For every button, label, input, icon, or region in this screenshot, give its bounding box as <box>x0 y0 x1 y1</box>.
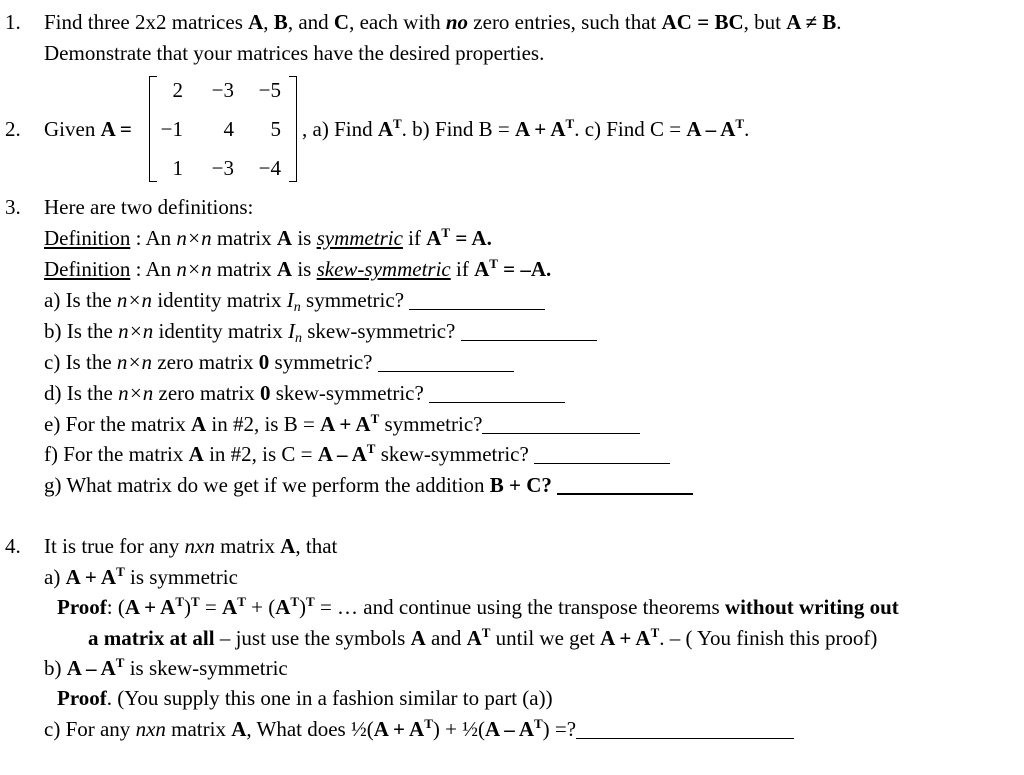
text: T <box>191 594 200 609</box>
matrix-cell: 5 <box>270 117 281 141</box>
question-3c <box>44 350 514 374</box>
text: T <box>424 716 433 731</box>
matrix-cell: 1 <box>172 156 183 180</box>
answer-blank[interactable] <box>409 291 545 310</box>
text: A <box>276 226 293 250</box>
text: T <box>370 411 380 426</box>
text: I <box>286 288 294 312</box>
question-3g <box>44 473 693 497</box>
text: T <box>565 116 575 131</box>
text: Definition <box>44 257 131 281</box>
question-3d <box>44 381 565 405</box>
text: without writing out <box>724 595 899 619</box>
text: A <box>248 10 264 34</box>
text: = A. <box>450 226 492 250</box>
text: a matrix at all <box>88 626 215 650</box>
question-3a <box>44 288 545 316</box>
text: T <box>290 594 300 609</box>
text: in #2, is B = <box>206 412 321 436</box>
text: , <box>263 10 274 34</box>
text: I <box>287 319 295 343</box>
right-bracket <box>289 76 297 182</box>
text: a) Is the <box>44 288 117 312</box>
text: e) For the matrix <box>44 412 191 436</box>
text: b) <box>44 656 67 680</box>
definition-symmetric <box>44 226 492 253</box>
text: is <box>292 226 317 250</box>
text: . – ( You finish this proof) <box>659 626 878 650</box>
text: skew-symmetric? <box>375 442 529 466</box>
text: A <box>276 257 293 281</box>
matrix-cell: −3 <box>211 156 234 180</box>
text: AC = BC <box>661 10 744 34</box>
text: : An <box>130 257 177 281</box>
text: T <box>489 256 498 271</box>
text: . c) Find C = <box>574 117 687 141</box>
text: A + A <box>600 626 651 650</box>
p4-part-b <box>44 656 288 683</box>
answer-blank[interactable] <box>482 415 640 434</box>
text: zero matrix <box>153 381 260 405</box>
matrix-cell: 2 <box>172 78 183 102</box>
text: f) For the matrix <box>44 442 189 466</box>
text: until we get <box>490 626 601 650</box>
text: matrix <box>211 257 277 281</box>
text: n×n <box>116 350 153 374</box>
text: T <box>393 116 402 131</box>
text: zero entries, such that <box>468 10 662 34</box>
text: A + A <box>124 595 176 619</box>
text: B + C? <box>489 473 552 497</box>
text: A <box>426 226 442 250</box>
text: A <box>474 257 490 281</box>
text: , a) Find <box>302 117 378 141</box>
p4-proof-line1 <box>57 595 899 622</box>
text: ) =? <box>542 717 577 741</box>
p4-number: 4. <box>5 534 21 558</box>
text: A <box>377 117 393 141</box>
text: matrix <box>165 717 232 741</box>
text: . <box>836 10 842 34</box>
text: A <box>410 626 426 650</box>
text: g) What matrix do we get if we perform the addition <box>44 473 490 497</box>
p2-number: 2. <box>5 117 21 141</box>
text: C <box>333 10 350 34</box>
text: . (You supply this one in a fashion similar to part (a)) <box>106 686 553 710</box>
text: T <box>441 225 451 240</box>
text: c) Is the <box>44 350 117 374</box>
text: – just use the symbols <box>214 626 411 650</box>
question-3b <box>44 319 597 347</box>
text: n <box>293 300 301 315</box>
text: 0 <box>258 350 270 374</box>
answer-blank[interactable] <box>429 384 565 403</box>
p1-number: 1. <box>5 10 21 34</box>
text: , each with <box>349 10 446 34</box>
text: . b) Find B = <box>401 117 516 141</box>
text: symmetric? <box>300 288 405 312</box>
text: B <box>273 10 288 34</box>
text: = <box>199 595 223 619</box>
text: identity matrix <box>153 319 288 343</box>
text: n×n <box>176 226 212 250</box>
matrix-cell: 4 <box>223 117 234 141</box>
text: ) <box>299 595 307 619</box>
text: skew-symmetric <box>316 257 451 281</box>
text: A + A <box>320 412 371 436</box>
text: T <box>534 716 543 731</box>
text: A ≠ B <box>786 10 837 34</box>
text: n×n <box>118 381 154 405</box>
text: + ( <box>245 595 276 619</box>
question-3f <box>44 442 670 469</box>
text: T <box>115 655 125 670</box>
text: matrix <box>214 534 281 558</box>
matrix-cell: −1 <box>160 117 183 141</box>
p3-number: 3. <box>5 195 21 219</box>
text: is <box>292 257 317 281</box>
p4-part-a <box>44 565 238 592</box>
text: T <box>116 564 125 579</box>
matrix-cell: −4 <box>258 156 281 180</box>
text: , What does ½( <box>246 717 374 741</box>
text: Here are two definitions: <box>44 195 254 219</box>
text: Definition <box>44 226 131 250</box>
text: . <box>744 117 750 141</box>
text: is symmetric <box>124 565 238 589</box>
text: T <box>175 594 184 609</box>
text: , but <box>743 10 787 34</box>
text: T <box>650 625 660 640</box>
text: 0 <box>259 381 271 405</box>
text: T <box>306 594 315 609</box>
text: if <box>450 257 475 281</box>
text: A – A <box>66 656 116 680</box>
text: matrix <box>211 226 277 250</box>
text: : An <box>130 226 177 250</box>
p4-proof-b <box>57 686 553 710</box>
text: n×n <box>176 257 212 281</box>
text: A + A <box>65 565 117 589</box>
text: , and <box>287 10 334 34</box>
text: A <box>466 626 482 650</box>
text: skew-symmetric? <box>270 381 424 405</box>
definition-skew <box>44 257 551 284</box>
answer-blank[interactable] <box>576 720 794 739</box>
text: T <box>366 441 376 456</box>
text: A <box>222 595 238 619</box>
p1-line2: Demonstrate that your matrices have the desired properties. <box>44 41 545 65</box>
text: A – A <box>317 442 367 466</box>
text: : ( <box>106 595 125 619</box>
text: A <box>190 412 207 436</box>
text: in #2, is C = <box>203 442 318 466</box>
text: skew-symmetric? <box>301 319 456 343</box>
question-3e <box>44 412 640 439</box>
text: symmetric? <box>379 412 483 436</box>
text: ) + ½( <box>432 717 485 741</box>
text: A = <box>100 117 132 141</box>
text: T <box>481 625 491 640</box>
text: A <box>188 442 204 466</box>
text: A <box>275 595 291 619</box>
text: n×n <box>116 288 153 312</box>
text: if <box>402 226 427 250</box>
text: ) <box>184 595 191 619</box>
text: no <box>445 10 469 34</box>
text: A – A <box>484 717 534 741</box>
text: Proof <box>57 595 107 619</box>
text: T <box>237 594 246 609</box>
text: n×n <box>118 319 154 343</box>
matrix-cell: −3 <box>211 78 234 102</box>
answer-blank[interactable] <box>557 475 693 495</box>
text: n <box>294 331 302 346</box>
p4-proof-line2 <box>88 626 877 653</box>
text: c) For any <box>44 717 136 741</box>
text: nxn <box>184 534 215 558</box>
matrix-A <box>149 74 297 184</box>
text: identity matrix <box>152 288 287 312</box>
text: symmetric <box>316 226 403 250</box>
text: b) Is the <box>44 319 119 343</box>
matrix-cell: −5 <box>258 78 281 102</box>
answer-blank[interactable] <box>378 353 514 372</box>
text: nxn <box>135 717 166 741</box>
text: Given <box>44 117 101 141</box>
text: A <box>231 717 247 741</box>
text: A <box>280 534 296 558</box>
text: symmetric? <box>269 350 373 374</box>
answer-blank[interactable] <box>461 322 597 341</box>
text: A + A <box>515 117 566 141</box>
text: T <box>735 116 745 131</box>
text: Proof <box>57 686 107 710</box>
text: is skew-symmetric <box>124 656 288 680</box>
text: d) Is the <box>44 381 119 405</box>
text: A + A <box>373 717 425 741</box>
text: zero matrix <box>152 350 259 374</box>
text: = … and continue using the transpose theorems <box>314 595 725 619</box>
text: A – A <box>686 117 736 141</box>
text: , that <box>295 534 338 558</box>
answer-blank[interactable] <box>534 445 670 464</box>
text: It is true for any <box>44 534 185 558</box>
text: and <box>425 626 467 650</box>
p4-part-c <box>44 717 794 744</box>
text: Find three 2x2 matrices <box>44 10 249 34</box>
text: = –A. <box>497 257 552 281</box>
text: a) <box>44 565 66 589</box>
